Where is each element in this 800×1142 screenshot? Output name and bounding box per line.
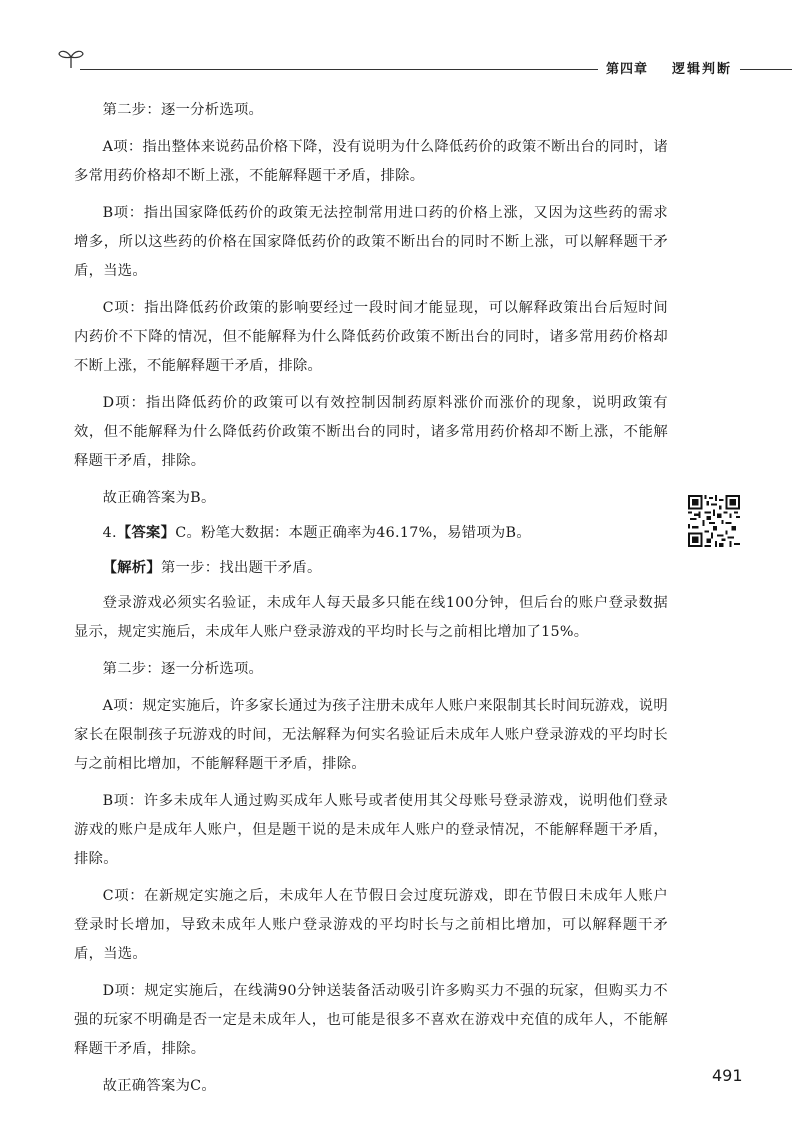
header-rule [80,69,598,70]
paragraph-option-b: B项：许多未成年人通过购买成年人账号或者使用其父母账号登录游戏，说明他们登录游戏的账户是成年人账户，但是题干说的是未成年人账户的登录情况，不能解释题干矛盾，排除。 [74,793,668,867]
section-title: 逻辑判断 [672,62,733,77]
page-body [74,96,668,1109]
paragraph-conclusion: 故正确答案为C。 [102,1078,217,1094]
analysis-label: 【解析】 [102,560,161,576]
analysis-line [74,554,668,583]
qr-code-icon[interactable] [688,495,740,547]
answer-line [74,519,668,548]
page-number: 491 [712,1066,743,1085]
analysis-text: 第一步：找出题干矛盾。 [160,560,322,576]
paragraph-option-b: B项：指出国家降低药价的政策无法控制常用进口药的价格上涨，又因为这些药的需求增多，所以这些药的价格在国家降低药价的政策不断出台的同时不断上涨，可以解释题干矛盾，当选。 [74,205,668,279]
question-number: 4. [102,525,117,541]
paragraph-conclusion: 故正确答案为B。 [102,490,216,506]
paragraph-premise: 登录游戏必须实名验证，未成年人每天最多只能在线100分钟，但后台的账户登录数据显示，规定实施后，未成年人账户登录游戏的平均时长与之前相比增加了15%。 [74,595,668,640]
paragraph-option-c: C项：指出降低药价政策的影响要经过一段时间才能显现，可以解释政策出台后短时间内药价不下降的情况，但不能解释为什么降低药价政策不断出台的同时，诸多常用药价格却不断上涨，不能解释题干矛盾，排除。 [74,300,668,374]
answer-text: C。粉笔大数据：本题正确率为46.17%，易错项为B。 [175,525,531,541]
paragraph-step2: 第二步：逐一分析选项。 [102,102,264,118]
chapter-label: 第四章 [606,62,649,77]
header-rule-right [740,69,792,70]
paragraph-option-d: D项：规定实施后，在线满90分钟送装备活动吸引许多购买力不强的玩家，但购买力不强的玩家不明确是否一定是未成年人，也可能是很多不喜欢在游戏中充值的成年人，不能解释题干矛盾，排除。 [74,983,668,1057]
paragraph-option-a: A项：规定实施后，许多家长通过为孩子注册未成年人账户来限制其长时间玩游戏，说明家长在限制孩子玩游戏的时间，无法解释为何实名验证后未成年人账户登录游戏的平均时长与之前相比增加，不能解释题干矛盾，排除。 [74,698,668,772]
paragraph-option-d: D项：指出降低药价的政策可以有效控制因制药原料涨价而涨价的现象，说明政策有效，但不能解释为什么降低药价政策不断出台的同时，诸多常用药价格却不断上涨，不能解释题干矛盾，排除。 [74,395,668,469]
paragraph-option-c: C项：在新规定实施之后，未成年人在节假日会过度玩游戏，即在节假日未成年人账户登录时长增加，导致未成年人账户登录游戏的平均时长与之前相比增加，可以解释题干矛盾，当选。 [74,888,668,962]
sprout-icon [57,46,85,70]
answer-label: 【答案】 [116,525,176,541]
paragraph-step2: 第二步：逐一分析选项。 [102,661,264,677]
paragraph-option-a: A项：指出整体来说药品价格下降，没有说明为什么降低药价的政策不断出台的同时，诸多常用药价格却不断上涨，不能解释题干矛盾，排除。 [74,139,668,184]
